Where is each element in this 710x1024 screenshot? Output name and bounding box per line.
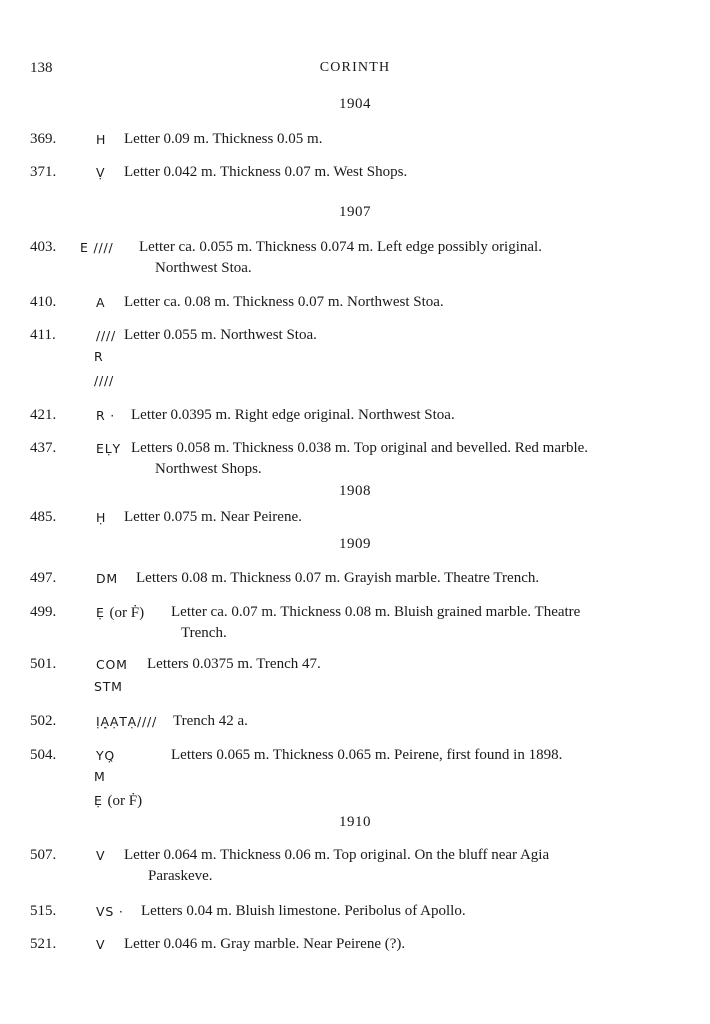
entry-number: 410.: [30, 294, 57, 310]
entry-number: 501.: [30, 656, 57, 672]
entry-description: Letter 0.0395 m. Right edge original. Northwest Stoa.: [131, 407, 455, 423]
entry-number: 411.: [30, 327, 56, 343]
inscription-letters: A: [96, 295, 106, 310]
inscription-letters-line-2: STM: [94, 679, 123, 694]
entry-number: 437.: [30, 440, 57, 456]
entry-number: 403.: [30, 239, 57, 255]
entry-description: [124, 845, 660, 887]
entry-number: 485.: [30, 509, 57, 525]
running-title: CORINTH: [319, 60, 391, 75]
inscription-letters: COM: [96, 657, 128, 672]
entry-description: Letters 0.08 m. Thickness 0.07 m. Grayish marble. Theatre Trench.: [136, 570, 540, 586]
entry-description: Letters 0.04 m. Bluish limestone. Peribolus of Apollo.: [141, 903, 466, 919]
entry-number: 504.: [30, 747, 57, 763]
entry-number: 521.: [30, 936, 57, 952]
description-continuation: Northwest Stoa.: [155, 260, 252, 276]
entry-number: 371.: [30, 164, 57, 180]
inscription-letters: V: [96, 937, 106, 952]
description-continuation: Northwest Shops.: [155, 461, 262, 477]
year-heading-1904: 1904: [339, 96, 371, 112]
inscription-letters: YQ̣: [96, 748, 116, 763]
inscription-letters: ////: [96, 328, 117, 343]
inscription-letters-line-3: [94, 793, 142, 810]
entry-description: Letter 0.055 m. Northwest Stoa.: [124, 327, 317, 343]
inscription-letters: ỊẠ̣ẠTẠ////: [96, 714, 158, 729]
entry-description: Letter 0.046 m. Gray marble. Near Peirene (?).: [124, 936, 406, 952]
entry-description: [131, 438, 660, 480]
entry-description: Letter 0.075 m. Near Peirene.: [124, 509, 302, 525]
description-continuation: Paraskeve.: [148, 868, 213, 884]
entry-number: 507.: [30, 847, 57, 863]
entry-description: Letters 0.0375 m. Trench 47.: [147, 656, 321, 672]
entry-description: [171, 602, 660, 644]
inscription-letter: Ẹ: [94, 793, 103, 808]
entry-description: Letter 0.09 m. Thickness 0.05 m.: [124, 131, 323, 147]
entry-number: 421.: [30, 407, 57, 423]
entry-description: Letter 0.042 m. Thickness 0.07 m. West Shops.: [124, 164, 408, 180]
inscription-letters: E ////: [80, 240, 114, 255]
entry-number: 369.: [30, 131, 57, 147]
entry-number: 497.: [30, 570, 57, 586]
inscription-letters: Ḥ: [96, 510, 107, 525]
description-continuation: Trench.: [181, 625, 227, 641]
description-line: Letters 0.058 m. Thickness 0.038 m. Top original and bevelled. Red marble.: [131, 440, 589, 456]
inscription-letters-line-2: R: [94, 349, 104, 364]
inscription-letter: Ẹ: [96, 605, 105, 620]
alternative-reading: (or Ḟ): [107, 793, 143, 809]
inscription-letters: EḶY: [96, 441, 121, 456]
description-line: Letter ca. 0.07 m. Thickness 0.08 m. Bluish grained marble. Theatre: [171, 604, 581, 620]
description-line: Letter 0.064 m. Thickness 0.06 m. Top original. On the bluff near Agia: [124, 847, 550, 863]
entry-description: Letter ca. 0.08 m. Thickness 0.07 m. Northwest Stoa.: [124, 294, 444, 310]
alternative-reading: (or Ḟ): [109, 605, 145, 621]
inscription-letters: Ṿ: [96, 165, 106, 180]
entry-description: [139, 237, 660, 279]
inscription-letters: DM: [96, 571, 119, 586]
entry-description: Trench 42 a.: [173, 713, 248, 729]
entry-number: 502.: [30, 713, 57, 729]
inscription-letters: V: [96, 848, 106, 863]
inscription-letters: [96, 602, 144, 624]
entry-number: 515.: [30, 903, 57, 919]
year-heading-1908: 1908: [339, 483, 371, 499]
inscription-letters-line-2: M: [94, 769, 106, 784]
year-heading-1907: 1907: [339, 204, 371, 220]
entry-description: Letters 0.065 m. Thickness 0.065 m. Peirene, first found in 1898.: [171, 747, 563, 763]
year-heading-1910: 1910: [339, 814, 371, 830]
entry-number: 499.: [30, 604, 57, 620]
page-number: 138: [30, 60, 53, 76]
inscription-letters: R ·: [96, 408, 116, 423]
inscription-letters: VS ·: [96, 904, 124, 919]
inscription-letters: H: [96, 132, 107, 147]
year-heading-1909: 1909: [339, 536, 371, 552]
description-line: Letter ca. 0.055 m. Thickness 0.074 m. Left edge possibly original.: [139, 239, 542, 255]
inscription-letters-line-3: ////: [94, 373, 115, 388]
